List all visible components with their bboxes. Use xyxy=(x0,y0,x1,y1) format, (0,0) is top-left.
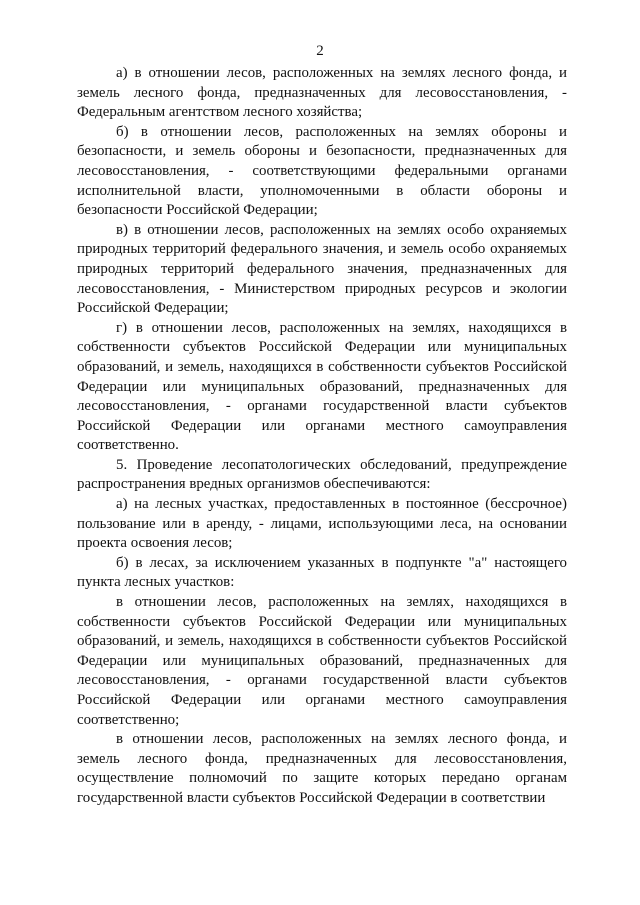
document-body xyxy=(77,64,567,809)
paragraph-1v: в) в отношении лесов, расположенных на землях особо охраняемых природных территорий федерального значения, и земель особо охраняемых природных территорий федерального значения, предназначенных для лесовосстановления, - Министерством природных ресурсов и экологии Российской Федерации; xyxy=(77,221,567,317)
paragraph-5a: а) на лесных участках, предоставленных в постоянное (бессрочное) пользование или в аренду, - лицами, использующими леса, на основании проекта освоения лесов; xyxy=(77,496,567,552)
paragraph-5b-2: в отношении лесов, расположенных на землях лесного фонда, и земель лесного фонда, предназначенных для лесовосстановления, осуществление полномочий по защите которых передано органам государственной власти субъектов Российской Федерации в соответствии xyxy=(77,731,567,806)
paragraph-1b: б) в отношении лесов, расположенных на землях обороны и безопасности, и земель обороны и безопасности, предназначенных для лесовосстановления, - соответствующими федеральными органами исполнительной власти, уполномоченными в области обороны и безопасности Российской Федерации; xyxy=(77,123,567,219)
paragraph-1g: г) в отношении лесов, расположенных на землях, находящихся в собственности субъектов Российской Федерации или муниципальных образований, и земель, находящихся в собственности субъектов Российской Федерации или муниципальных образований, предназначенных для лесовосстановления, - органами государственной власти субъектов Российской Федерации или органами местного самоуправления соответственно. xyxy=(77,319,567,454)
paragraph-5: 5. Проведение лесопатологических обследований, предупреждение распространения вредных организмов обеспечиваются: xyxy=(77,456,567,493)
page-number: 2 xyxy=(316,43,324,59)
paragraph-5b: б) в лесах, за исключением указанных в подпункте "а" настоящего пункта лесных участков: xyxy=(77,554,567,591)
paragraph-1a: а) в отношении лесов, расположенных на землях лесного фонда, и земель лесного фонда, предназначенных для лесовосстановления, - Федеральным агентством лесного хозяйства; xyxy=(77,65,567,121)
paragraph-5b-1: в отношении лесов, расположенных на землях, находящихся в собственности субъектов Российской Федерации или муниципальных образований, и земель, находящихся в собственности субъектов Российской Федерации или муниципальных образований, предназначенных для лесовосстановления, - органами государственной власти субъектов Российской Федерации или органами местного самоуправления соответственно; xyxy=(77,594,567,728)
